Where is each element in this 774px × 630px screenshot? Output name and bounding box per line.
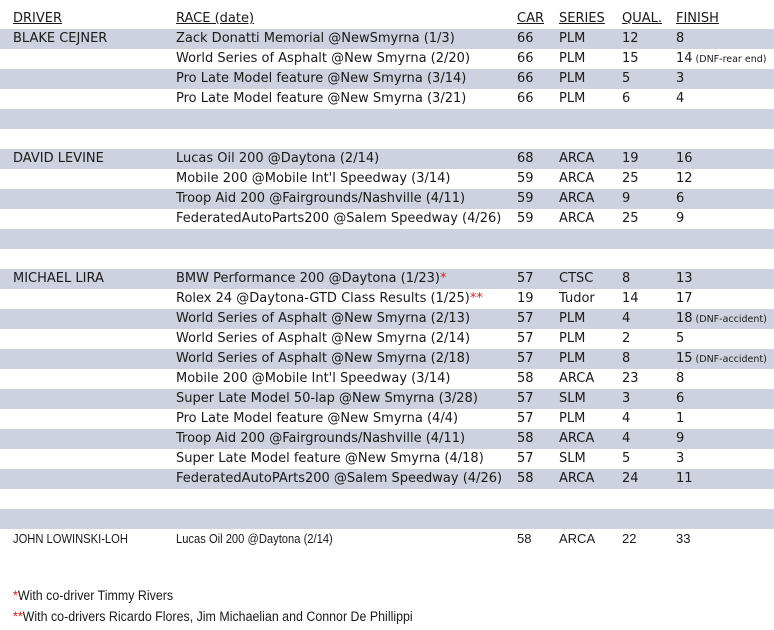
table-body [0,29,774,549]
finish-position: 11 [676,471,693,486]
car-number: 66 [517,91,534,106]
finish-note: (DNF-rear end) [695,54,767,65]
table-row [0,469,774,489]
table-row [0,389,774,409]
table-row [0,509,774,529]
table-row [0,169,774,189]
finish-position: 13 [676,271,693,286]
qual-position: 8 [622,351,631,366]
series: ARCA [559,431,595,446]
race-name: FederatedAutoPArts200 @Salem Speedway (4/26) [176,471,503,486]
race-cell [176,169,451,189]
table-row [0,289,774,309]
driver-name: MICHAEL LIRA [13,271,104,286]
series: SLM [559,451,586,466]
table-row [0,149,774,169]
race-name: Pro Late Model feature @New Smyrna (3/14) [176,71,467,86]
qual-position: 5 [622,451,631,466]
series: ARCA [559,171,595,186]
qual-position: 3 [622,391,631,406]
series: Tudor [559,291,595,306]
finish-cell [676,189,684,209]
finish-cell [676,409,684,429]
header-driver: DRIVER [13,11,63,26]
qual-position: 4 [622,411,631,426]
race-name: World Series of Asphalt @New Smyrna (2/18) [176,351,471,366]
race-name: World Series of Asphalt @New Smyrna (2/13) [176,311,471,326]
series: PLM [559,331,586,346]
finish-cell [676,389,684,409]
car-number: 66 [517,31,534,46]
finish-cell [676,289,693,309]
qual-position: 12 [622,31,639,46]
race-name: Lucas Oil 200 @Daytona (2/14) [176,151,380,166]
finish-position: 6 [676,191,685,206]
table-row [0,349,774,369]
finish-position: 8 [676,371,685,386]
car-number: 58 [517,431,534,446]
race-cell [176,149,379,169]
race-cell [176,209,501,229]
finish-note: (DNF-accident) [695,314,767,325]
qual-position: 19 [622,151,639,166]
race-cell [176,469,502,489]
race-cell [176,89,466,109]
race-name: Rolex 24 @Daytona-GTD Class Results (1/25) [176,291,470,306]
car-number: 57 [517,451,534,466]
series: PLM [559,51,586,66]
finish-position: 16 [676,151,693,166]
driver-name: BLAKE CEJNER [13,31,108,46]
car-number: 68 [517,151,534,166]
qual-position: 6 [622,91,631,106]
table-row [0,109,774,129]
finish-cell [676,449,684,469]
car-number: 59 [517,211,534,226]
car-number: 58 [517,471,534,486]
race-cell [176,29,455,49]
finish-position: 15 [676,351,693,366]
footnote-text: With co-drivers Ricardo Flores, Jim Michaelian and Connor De Phillippi [22,609,413,624]
finish-position: 3 [676,71,685,86]
finish-cell [676,329,684,349]
footnote-marker: ** [13,609,23,624]
finish-cell [676,369,684,389]
finish-position: 18 [676,311,693,326]
series: ARCA [559,191,595,206]
header-series: SERIES [559,11,605,26]
race-cell [176,69,466,89]
qual-position: 23 [622,371,639,386]
finish-cell [676,149,693,169]
table-row [0,329,774,349]
table-row [0,69,774,89]
footnote-marker: * [13,588,18,603]
race-name: Troop Aid 200 @Fairgrounds/Nashville (4/11) [176,431,466,446]
race-name: FederatedAutoParts200 @Salem Speedway (4/26) [176,211,502,226]
finish-cell [676,349,767,370]
footnote-text: With co-driver Timmy Rivers [17,588,174,603]
table-row [0,209,774,229]
car-number: 57 [517,411,534,426]
qual-position: 14 [622,291,639,306]
series: SLM [559,391,586,406]
car-number: 58 [517,531,532,546]
table-row [0,429,774,449]
qual-position: 24 [622,471,639,486]
race-cell [176,309,470,329]
series: ARCA [559,471,595,486]
footnote [13,585,413,606]
finish-position: 14 [676,51,693,66]
series: PLM [559,411,586,426]
race-marker: ** [469,291,483,306]
finish-cell [676,529,690,549]
series: PLM [559,311,586,326]
table-row [0,309,774,329]
finish-cell [676,469,693,489]
finish-position: 1 [676,411,685,426]
qual-position: 25 [622,211,639,226]
qual-position: 4 [622,431,631,446]
race-cell [176,269,446,289]
series: ARCA [559,211,595,226]
finish-cell [676,209,684,229]
table-row [0,229,774,249]
car-number: 59 [517,191,534,206]
race-cell [176,429,465,449]
finish-position: 9 [676,211,685,226]
qual-position: 9 [622,191,631,206]
finish-position: 6 [676,391,685,406]
race-name: Pro Late Model feature @New Smyrna (4/4) [176,411,459,426]
finish-position: 17 [676,291,693,306]
series: PLM [559,71,586,86]
race-cell [176,389,478,409]
series: PLM [559,31,586,46]
series: PLM [559,351,586,366]
table-row [0,189,774,209]
race-cell [176,409,458,429]
race-cell [176,189,465,209]
series: ARCA [559,151,595,166]
finish-position: 4 [676,91,685,106]
series: ARCA [559,531,596,546]
results-table [0,9,774,549]
car-number: 57 [517,331,534,346]
race-name: Pro Late Model feature @New Smyrna (3/21) [176,91,467,106]
series: ARCA [559,371,595,386]
finish-cell [676,89,684,109]
driver-name: JOHN LOWINSKI-LOH [13,531,128,546]
car-number: 57 [517,391,534,406]
finish-position: 33 [676,531,691,546]
race-marker: * [439,271,447,286]
header-race: RACE (date) [176,11,255,26]
car-number: 57 [517,351,534,366]
race-name: Troop Aid 200 @Fairgrounds/Nashville (4/11) [176,191,466,206]
car-number: 66 [517,51,534,66]
car-number: 19 [517,291,534,306]
table-row [0,269,774,289]
footnote [13,606,413,627]
car-number: 66 [517,71,534,86]
finish-cell [676,49,766,70]
finish-cell [676,29,684,49]
race-cell [176,329,470,349]
table-row [0,449,774,469]
race-name: Zack Donatti Memorial @NewSmyrna (1/3) [176,31,455,46]
qual-position: 15 [622,51,639,66]
finish-note: (DNF-accident) [695,354,767,365]
race-name: Lucas Oil 200 @Daytona (2/14) [176,531,333,546]
table-row [0,89,774,109]
race-cell [176,449,484,469]
finish-cell [676,309,767,330]
race-name: Mobile 200 @Mobile Int'l Speedway (3/14) [176,171,451,186]
table-row [0,49,774,69]
series: PLM [559,91,586,106]
header-finish: FINISH [676,11,719,26]
race-name: Mobile 200 @Mobile Int'l Speedway (3/14) [176,371,451,386]
race-cell [176,349,470,369]
finish-cell [676,269,693,289]
race-name: World Series of Asphalt @New Smyrna (2/14) [176,331,471,346]
race-cell [176,49,470,69]
car-number: 57 [517,271,534,286]
race-cell [176,529,333,549]
table-row [0,489,774,509]
table-row [0,369,774,389]
race-cell [176,369,451,389]
finish-position: 12 [676,171,693,186]
race-name: World Series of Asphalt @New Smyrna (2/20) [176,51,471,66]
qual-position: 2 [622,331,631,346]
finish-position: 5 [676,331,685,346]
finish-cell [676,169,693,189]
table-row [0,29,774,49]
table-row [0,529,774,549]
finish-position: 9 [676,431,685,446]
race-name: BMW Performance 200 @Daytona (1/23) [176,271,440,286]
finish-cell [676,429,684,449]
qual-position: 25 [622,171,639,186]
finish-position: 8 [676,31,685,46]
race-name: Super Late Model feature @New Smyrna (4/18) [176,451,484,466]
car-number: 57 [517,311,534,326]
footnotes [13,585,447,627]
table-row [0,249,774,269]
qual-position: 8 [622,271,631,286]
header-car: CAR [517,11,545,26]
header-qual: QUAL. [622,11,663,26]
finish-cell [676,69,684,89]
table-row [0,409,774,429]
race-cell [176,289,483,309]
driver-name: DAVID LEVINE [13,151,104,166]
race-name: Super Late Model 50-lap @New Smyrna (3/28) [176,391,478,406]
finish-position: 3 [676,451,685,466]
header-row [0,9,774,29]
car-number: 58 [517,371,534,386]
qual-position: 22 [622,531,637,546]
qual-position: 5 [622,71,631,86]
qual-position: 4 [622,311,631,326]
car-number: 59 [517,171,534,186]
series: CTSC [559,271,594,286]
table-row [0,129,774,149]
